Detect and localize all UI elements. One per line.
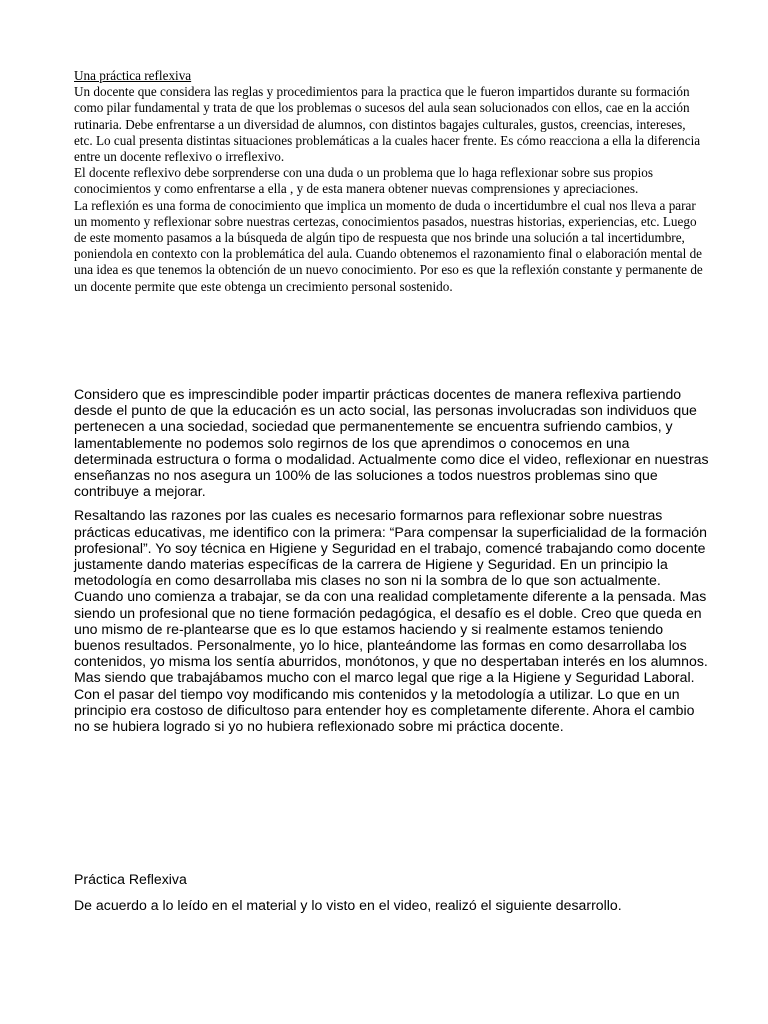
section-una-practica-reflexiva — [74, 68, 704, 295]
paragraph: Considero que es imprescindible poder impartir prácticas docentes de manera reflexiva partiendo desde el punto de que la educación es un acto social, las personas involucradas son individuos que pertenecen a una sociedad, sociedad que permanentemente se encuentra sufriendo cambios, y lamentablemente no podemos solo regirnos de los que aprendimos o conocemos en una determinada estructura o forma o modalidad. Actualmente como dice el video, reflexionar en nuestras enseñanzas no nos asegura un 100% de las soluciones a todos nuestros problemas sino que contribuye a mejorar. — [74, 386, 709, 500]
paragraph: Resaltando las razones por las cuales es necesario formarnos para reflexionar sobre nuestras prácticas educativas, me identifico con la primera: “Para compensar la superficialidad de la formación profesional”. Yo soy técnica en Higiene y Seguridad en el trabajo, comencé trabajando como docente justamente dando materias específicas de la carrera de Higiene y Seguridad. En un principio la metodología en como desarrollaba mis clases no son ni la sombra de lo que son actualmente. Cuando uno comienza a trabajar, se da con una realidad completamente diferente a la pensada. Mas siendo un profesional que no tiene formación pedagógica, el desafío es el doble. Creo que queda en uno mismo de re-plantearse que es lo que estamos haciendo y si realmente estamos teniendo buenos resultados. Personalmente, yo lo hice, planteándome las formas en como desarrollaba los contenidos, yo misma los sentía aburridos, monótonos, y que no despertaban interés en los alumnos. Mas siendo que trabajábamos mucho con el marco legal que rige a la Higiene y Seguridad Laboral. Con el pasar del tiempo voy modificando mis contenidos y la metodología a utilizar. Lo que en un principio era costoso de dificultoso para entender hoy es completamente diferente. Ahora el cambio no se hubiera logrado si yo no hubiera reflexionado sobre mi práctica docente. — [74, 507, 708, 735]
paragraph: La reflexión es una forma de conocimiento que implica un momento de duda o incertidumbre el cual nos lleva a parar un momento y reflexionar sobre nuestras certezas, conocimientos pasados, nuestras historias, experiencias, etc. Luego de este momento pasamos a la búsqueda de algún tipo de respuesta que nos brinde una solución a tal incertidumbre, poniendola en contexto con la problemática del aula. Cuando obtenemos el razonamiento final o elaboración mental de una idea es que tenemos la obtención de un nuevo conocimiento. Por eso es que la reflexión constante y permanente de un docente permite que este obtenga un crecimiento personal sostenido. — [74, 197, 703, 294]
section-title-practica-reflexiva: Práctica Reflexiva — [74, 871, 187, 887]
section-title: Una práctica reflexiva — [74, 68, 192, 83]
paragraph: De acuerdo a lo leído en el material y lo visto en el video, realizó el siguiente desarrollo. — [74, 897, 622, 913]
paragraph: El docente reflexivo debe sorprenderse con una duda o un problema que lo haga reflexionar sobre sus propios conocimientos y como enfrentarse a ella , y de esta manera obtener nuevas comprensiones y apreciaciones. — [74, 165, 653, 197]
paragraph: Un docente que considera las reglas y procedimientos para la practica que le fueron impartidos durante su formación como pilar fundamental y trata de que los problemas o sucesos del aula sean solucionados con ellos, cae en la acción rutinaria. Debe enfrentarse a un diversidad de alumnos, con distintos bagajes culturales, gustos, creencias, intereses, etc. Lo cual presenta distintas situaciones problemáticas a la cuales hacer frente. Es cómo reacciona a ella la diferencia entre un docente reflexivo o irreflexivo. — [74, 84, 701, 165]
section-opinion — [74, 386, 710, 734]
